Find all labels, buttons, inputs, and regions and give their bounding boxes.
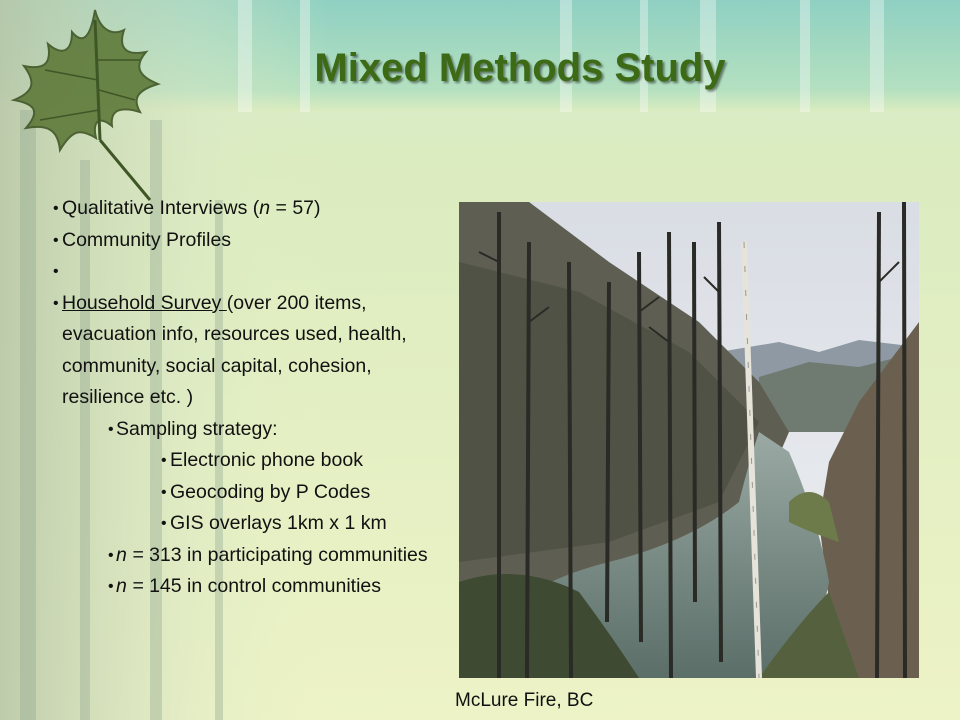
bullet-dot-icon: • [53, 200, 59, 217]
bullet-dot-icon: • [161, 452, 167, 469]
photo-caption: McLure Fire, BC [455, 690, 594, 711]
bullet-gis-overlays: • GIS overlays 1km x 1 km [62, 508, 442, 540]
bullet-dot-icon: • [108, 578, 114, 595]
bullet-household-survey: • Household Survey (over 200 items, evacuation info, resources used, health, community, social capital, cohesion, resilience etc. ) [62, 288, 442, 414]
bullet-dot-icon: • [108, 420, 114, 438]
bullet-control: • n = 145 in control communities [62, 571, 442, 603]
bullet-dot-icon: • [53, 231, 59, 249]
bullet-geocoding: • Geocoding by P Codes [62, 477, 442, 509]
slide-title: Mixed Methods Study [314, 46, 726, 90]
bullet-dot-icon: • [53, 294, 59, 312]
bullet-dot-icon: • [53, 263, 59, 280]
bullet-interviews: • Qualitative Interviews (n = 57) [62, 193, 442, 225]
forest-fire-photo [459, 202, 919, 678]
bullet-sampling-strategy: • Sampling strategy: [62, 414, 442, 446]
bullet-empty [53, 256, 442, 288]
bullet-dot-icon: • [161, 483, 167, 501]
bullet-dot-icon: • [108, 546, 114, 564]
bullet-dot-icon: • [161, 515, 167, 532]
oak-leaf-icon [0, 0, 200, 210]
bullet-list [53, 193, 442, 603]
bullet-phone-book: • Electronic phone book [62, 445, 442, 477]
bullet-community-profiles: • Community Profiles [62, 225, 442, 257]
bullet-participating: • n = 313 in participating communities [62, 540, 442, 572]
